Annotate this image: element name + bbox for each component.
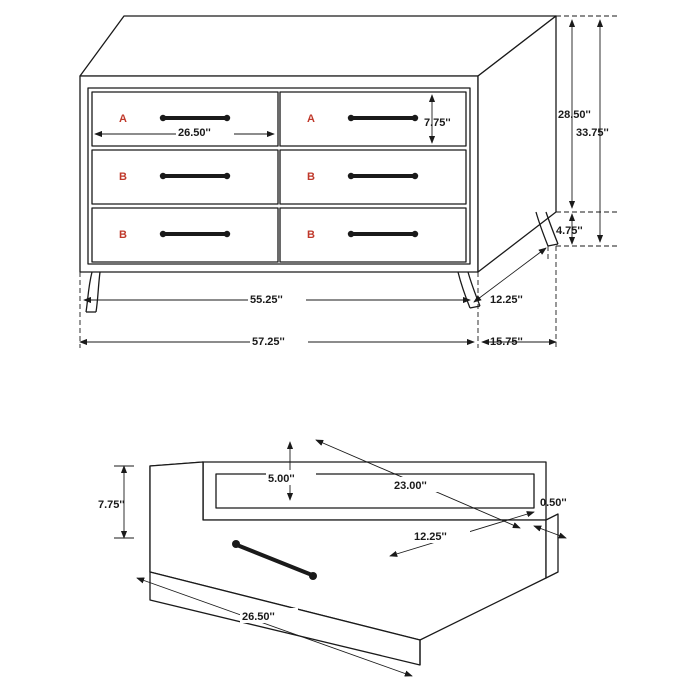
dim-12-25-drawer: 12.25'': [414, 531, 447, 543]
dim-28-50: 28.50'': [558, 109, 591, 121]
drawer-label-a-left: A: [119, 113, 127, 125]
dim-55-25: 55.25'': [250, 294, 283, 306]
dim-7-75-drawer: 7.75'': [98, 499, 125, 511]
dim-26-50-top: 26.50'': [178, 127, 211, 139]
dim-5-00: 5.00'': [268, 473, 295, 485]
drawer-label-a-right: A: [307, 113, 315, 125]
drawer-label-b-bottom-right: B: [307, 229, 315, 241]
dresser-body: [80, 16, 556, 272]
drawer-label-b-bottom-left: B: [119, 229, 127, 241]
dim-23-00: 23.00'': [394, 480, 427, 492]
drawer-label-b-middle-left: B: [119, 171, 127, 183]
dim-15-75: 15.75'': [490, 336, 523, 348]
dim-7-75: 7.75'': [424, 117, 451, 129]
dim-33-75: 33.75'': [576, 127, 609, 139]
dim-12-25-dresser: 12.25'': [490, 294, 523, 306]
drawer-detail-body: [150, 462, 558, 665]
dim-4-75: 4.75'': [556, 225, 583, 237]
drawer-label-b-middle-right: B: [307, 171, 315, 183]
dim-26-50-drawer: 26.50'': [242, 611, 275, 623]
dim-0-50: 0.50'': [540, 497, 567, 509]
dim-57-25: 57.25'': [252, 336, 285, 348]
